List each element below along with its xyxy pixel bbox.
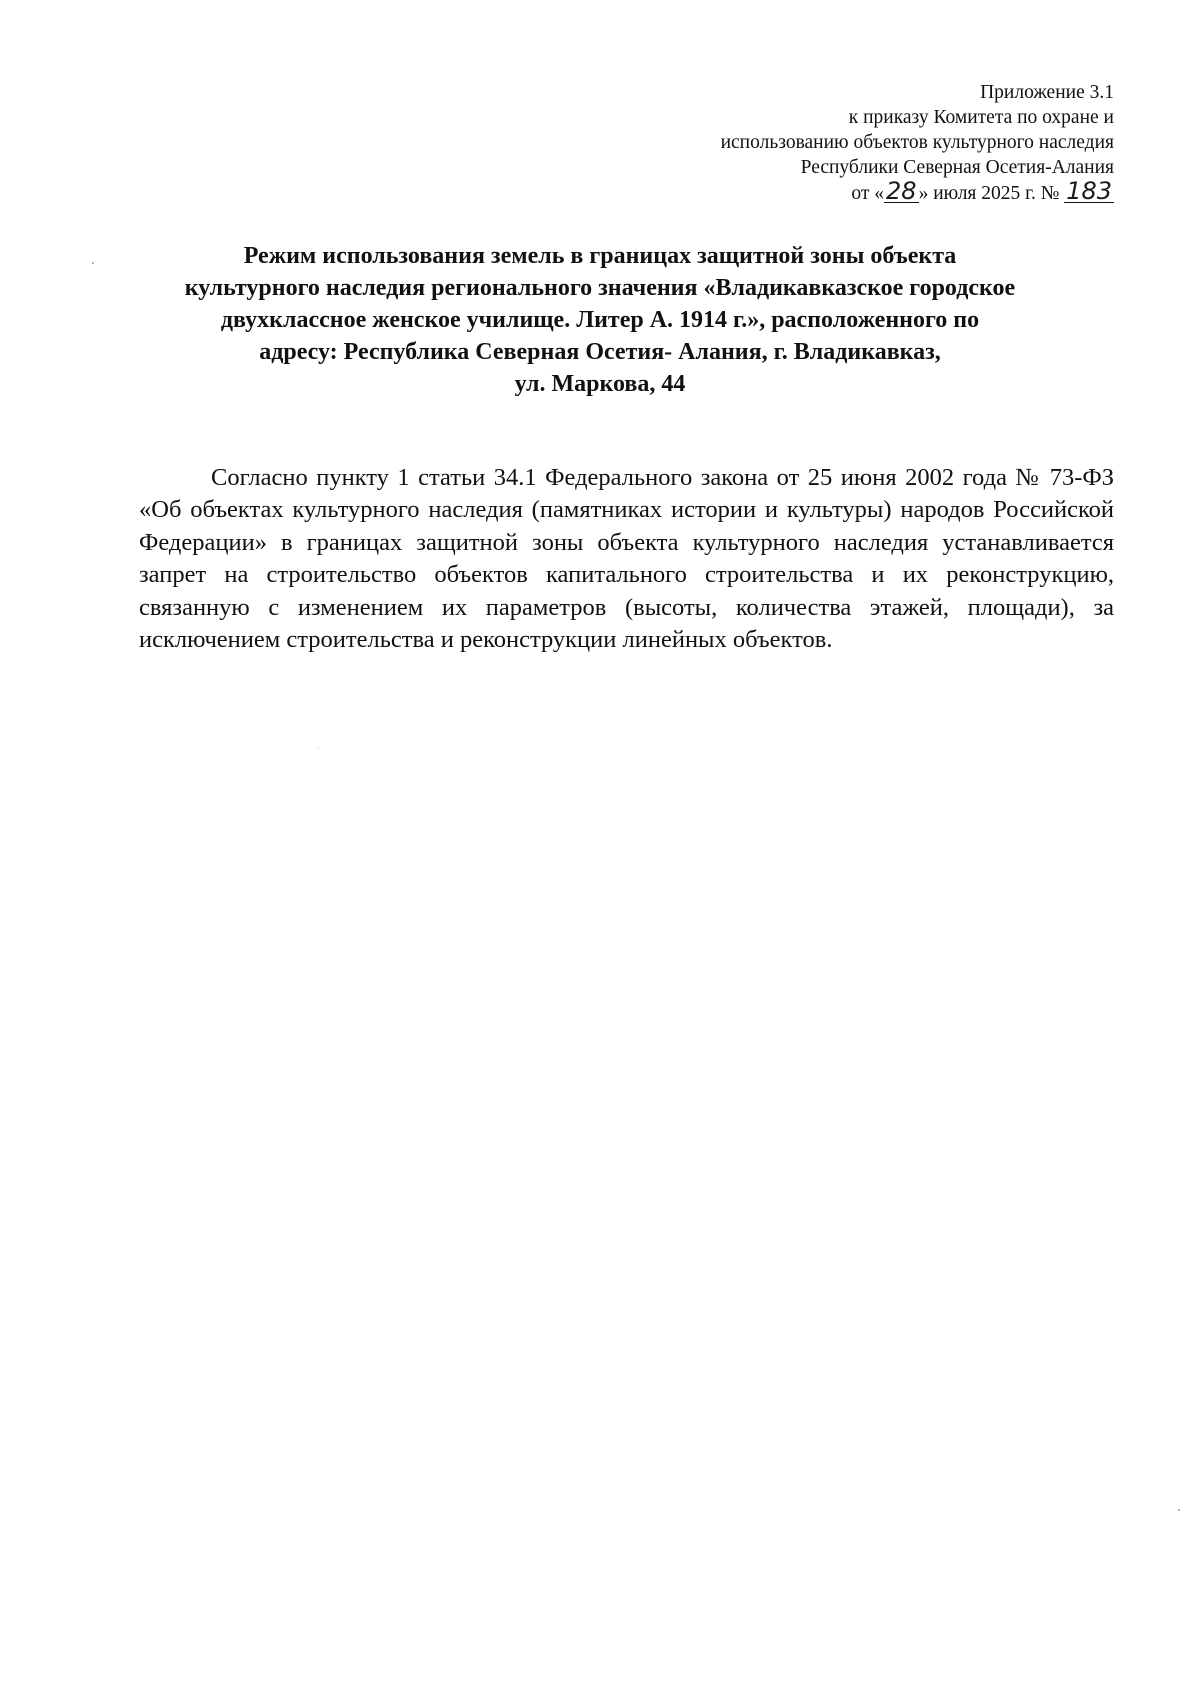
document-title xyxy=(120,240,1080,400)
title-line-3: двухклассное женское училище. Литер А. 1914 г.», расположенного по xyxy=(220,307,980,333)
appendix-header xyxy=(554,80,1114,206)
scan-speck xyxy=(92,262,94,264)
appendix-order-ref: к приказу Комитета по охране и xyxy=(848,107,1114,128)
title-line-4: адресу: Республика Северная Осетия- Алания, г. Владикавказ, xyxy=(259,339,941,365)
body-paragraph: Согласно пункту 1 статьи 34.1 Федерального закона от 25 июня 2002 года № 73-ФЗ «Об объектах культурного наследия (памятниках истории и культуры) народов Российской Федерации» в границах защитной зоны объекта культурного наследия устанавливается запрет на строительство объектов капитального строительства и их реконструкцию, связанную с изменением их параметров (высоты, количества этажей, площади), за исключением строительства и реконструкции линейных объектов. xyxy=(139,464,1114,654)
appendix-republic: Республики Северная Осетия-Алания xyxy=(800,157,1114,178)
title-line-5: ул. Маркова, 44 xyxy=(514,371,686,397)
appendix-committee: использованию объектов культурного наследия xyxy=(720,132,1114,153)
appendix-number: Приложение 3.1 xyxy=(980,82,1114,103)
date-day-handwritten: 28 xyxy=(886,177,917,205)
scan-speck xyxy=(318,748,319,749)
title-line-2: культурного наследия регионального значения «Владикавказское городское xyxy=(184,275,1016,301)
date-prefix: от « xyxy=(851,183,885,204)
scan-speck xyxy=(1178,1509,1180,1511)
title-line-1: Режим использования земель в границах защитной зоны объекта xyxy=(243,243,957,269)
date-middle: » июля 2025 г. № xyxy=(918,183,1060,204)
order-number-handwritten: 183 xyxy=(1066,177,1112,205)
appendix-date-line xyxy=(554,177,1114,206)
